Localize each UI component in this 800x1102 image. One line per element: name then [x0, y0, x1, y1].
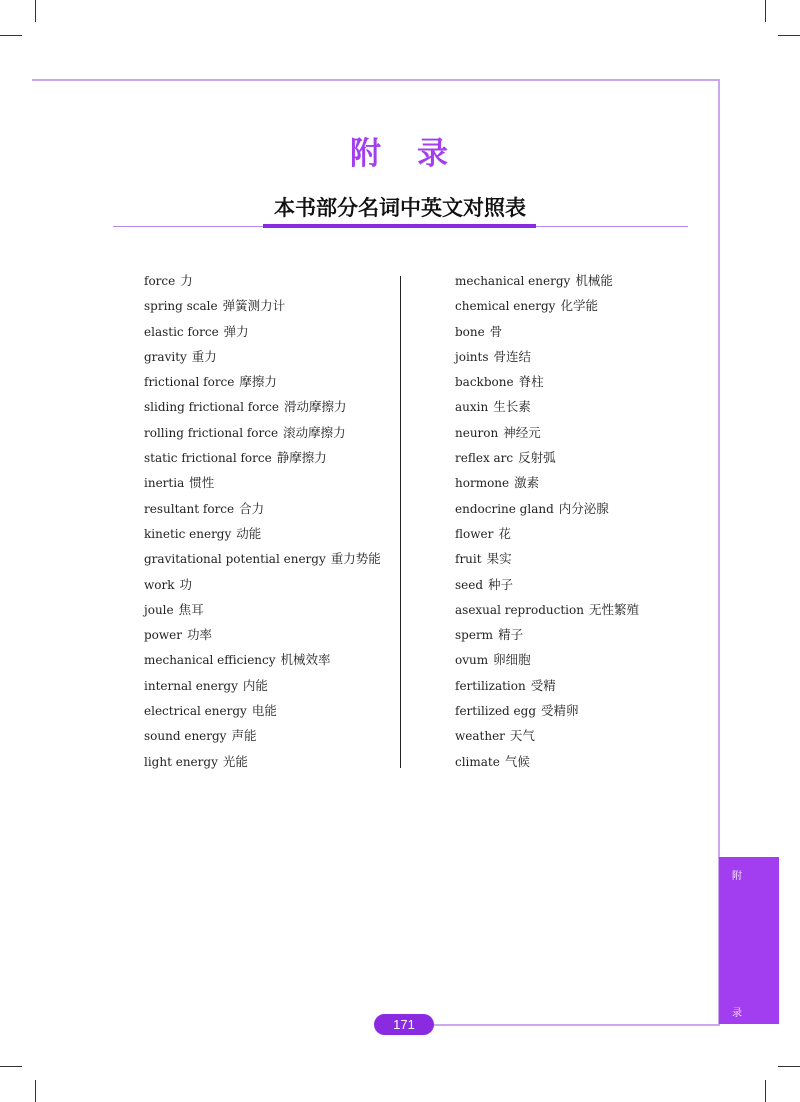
glossary-entry: [455, 394, 639, 419]
term-chinese: 摩擦力: [239, 374, 277, 390]
term-english: frictional force: [144, 375, 235, 390]
term-english: mechanical efficiency: [144, 653, 276, 668]
glossary-entry: [144, 394, 381, 419]
glossary-entry: [455, 622, 639, 647]
glossary-entry: [455, 698, 639, 723]
term-chinese: 骨连结: [493, 348, 532, 364]
term-english: elastic force: [144, 324, 219, 339]
term-chinese: 机械效率: [280, 652, 331, 668]
glossary-right-column: [455, 268, 639, 774]
page-number: 171: [374, 1014, 434, 1035]
term-english: internal energy: [144, 678, 238, 693]
term-chinese: 重力: [191, 348, 217, 364]
term-english: neuron: [455, 425, 499, 440]
glossary-entry: [144, 470, 381, 495]
term-english: fertilization: [455, 678, 526, 693]
glossary-entry: [144, 268, 381, 293]
glossary-entry: [455, 268, 639, 293]
term-english: inertia: [144, 476, 185, 491]
term-english: asexual reproduction: [455, 602, 584, 617]
glossary-entry: [144, 293, 381, 318]
term-chinese: 动能: [236, 525, 262, 541]
term-english: gravity: [144, 349, 187, 364]
term-chinese: 电能: [251, 703, 277, 719]
glossary-entry: [455, 470, 639, 495]
glossary-entry: [455, 749, 639, 774]
term-english: joule: [144, 602, 174, 617]
term-chinese: 光能: [222, 753, 248, 769]
chapter-title-char-2: 录: [417, 136, 450, 172]
term-english: sperm: [455, 628, 494, 643]
crop-mark: [765, 1080, 766, 1102]
term-chinese: 反射弧: [518, 450, 556, 466]
term-english: seed: [455, 577, 484, 592]
glossary-entry: [455, 420, 639, 445]
crop-mark: [765, 0, 766, 22]
term-chinese: 激素: [514, 475, 540, 491]
term-english: work: [144, 577, 175, 592]
glossary-entry: [144, 572, 381, 597]
subtitle-accent-bar: [263, 224, 536, 228]
term-chinese: 精子: [498, 627, 524, 643]
term-english: electrical energy: [144, 704, 247, 719]
term-chinese: 花: [498, 525, 511, 541]
glossary-entry: [455, 293, 639, 318]
section-subtitle: 本书部分名词中英文对照表: [274, 196, 526, 220]
glossary-entry: [144, 647, 381, 672]
term-english: sliding frictional force: [144, 400, 279, 415]
glossary-entry: [455, 369, 639, 394]
glossary-entry: [144, 749, 381, 774]
side-tab-top-label: 附: [732, 871, 742, 882]
glossary-entry: [144, 319, 381, 344]
term-english: backbone: [455, 375, 514, 390]
term-chinese: 内能: [242, 677, 268, 693]
term-chinese: 化学能: [560, 298, 598, 314]
term-english: endocrine gland: [455, 501, 554, 516]
term-chinese: 气候: [504, 753, 530, 769]
glossary-entry: [144, 723, 381, 748]
term-chinese: 骨: [489, 323, 503, 339]
term-english: flower: [455, 526, 494, 541]
term-chinese: 弹力: [223, 323, 249, 339]
glossary-entry: [455, 647, 639, 672]
crop-mark: [35, 1080, 36, 1102]
term-english: hormone: [455, 476, 510, 491]
term-english: spring scale: [144, 299, 218, 314]
term-chinese: 力: [180, 273, 193, 288]
term-chinese: 受精卵: [541, 703, 579, 719]
glossary-entry: [455, 496, 639, 521]
glossary-entry: [144, 546, 381, 571]
term-chinese: 天气: [509, 728, 535, 744]
term-chinese: 静摩擦力: [276, 450, 327, 466]
glossary-entry: [144, 698, 381, 723]
term-chinese: 卵细胞: [493, 652, 531, 668]
term-chinese: 滑动摩擦力: [283, 399, 347, 415]
term-english: ovum: [455, 653, 489, 668]
glossary-entry: [455, 723, 639, 748]
term-chinese: 合力: [239, 500, 265, 516]
glossary-entry: [144, 369, 381, 394]
term-chinese: 神经元: [503, 424, 541, 440]
term-english: power: [144, 628, 183, 643]
glossary-entry: [455, 521, 639, 546]
term-chinese: 功: [179, 576, 193, 592]
term-english: rolling frictional force: [144, 425, 279, 440]
glossary-entry: [144, 622, 381, 647]
term-english: auxin: [455, 400, 489, 415]
term-english: fertilized egg: [455, 704, 536, 719]
term-chinese: 种子: [488, 576, 514, 592]
term-english: climate: [455, 754, 500, 769]
crop-mark: [778, 35, 800, 36]
glossary-entry: [144, 344, 381, 369]
crop-mark: [0, 35, 22, 36]
term-chinese: 焦耳: [178, 601, 204, 617]
glossary-entry: [144, 597, 381, 622]
crop-mark: [778, 1066, 800, 1067]
term-english: mechanical energy: [455, 274, 571, 288]
glossary-entry: [455, 445, 639, 470]
glossary-entry: [455, 344, 639, 369]
column-divider: [400, 276, 401, 768]
glossary-entry: [455, 572, 639, 597]
glossary-entry: [144, 521, 381, 546]
term-chinese: 生长素: [493, 399, 531, 415]
glossary-entry: [455, 597, 639, 622]
glossary-entry: [144, 445, 381, 470]
page-frame-bottom: [395, 1024, 720, 1026]
term-chinese: 滚动摩擦力: [283, 424, 346, 440]
term-english: light energy: [144, 754, 218, 769]
glossary-left-column: [144, 268, 381, 774]
glossary-entry: [455, 673, 639, 698]
term-english: kinetic energy: [144, 526, 232, 541]
glossary-entry: [144, 673, 381, 698]
term-chinese: 惯性: [189, 475, 215, 491]
glossary-entry: [455, 546, 639, 571]
chapter-side-tab: [719, 857, 779, 1024]
term-chinese: 内分泌腺: [558, 500, 609, 516]
page-frame-top: [32, 79, 719, 81]
glossary-entry: [144, 496, 381, 521]
term-english: force: [144, 274, 176, 288]
term-chinese: 脊柱: [518, 374, 544, 390]
term-english: reflex arc: [455, 451, 514, 466]
term-english: bone: [455, 324, 485, 339]
term-english: chemical energy: [455, 299, 556, 314]
term-english: gravitational potential energy: [144, 552, 326, 567]
term-english: weather: [455, 729, 505, 744]
term-english: resultant force: [144, 501, 235, 516]
term-english: static frictional force: [144, 451, 272, 466]
term-chinese: 无性繁殖: [588, 601, 639, 617]
term-chinese: 弹簧测力计: [222, 298, 286, 314]
glossary-entry: [455, 319, 639, 344]
term-chinese: 受精: [530, 677, 556, 693]
term-chinese: 重力势能: [330, 551, 381, 567]
term-english: joints: [455, 349, 489, 364]
term-english: fruit: [455, 552, 482, 567]
crop-mark: [0, 1066, 22, 1067]
term-chinese: 声能: [231, 728, 257, 744]
glossary-entry: [144, 420, 381, 445]
term-english: sound energy: [144, 729, 227, 744]
chapter-title: [0, 128, 800, 173]
term-chinese: 机械能: [575, 273, 613, 288]
chapter-title-char-1: 附: [350, 136, 383, 172]
term-chinese: 功率: [187, 627, 213, 643]
side-tab-bottom-label: 录: [732, 1008, 742, 1019]
crop-mark: [35, 0, 36, 22]
term-chinese: 果实: [486, 551, 512, 567]
